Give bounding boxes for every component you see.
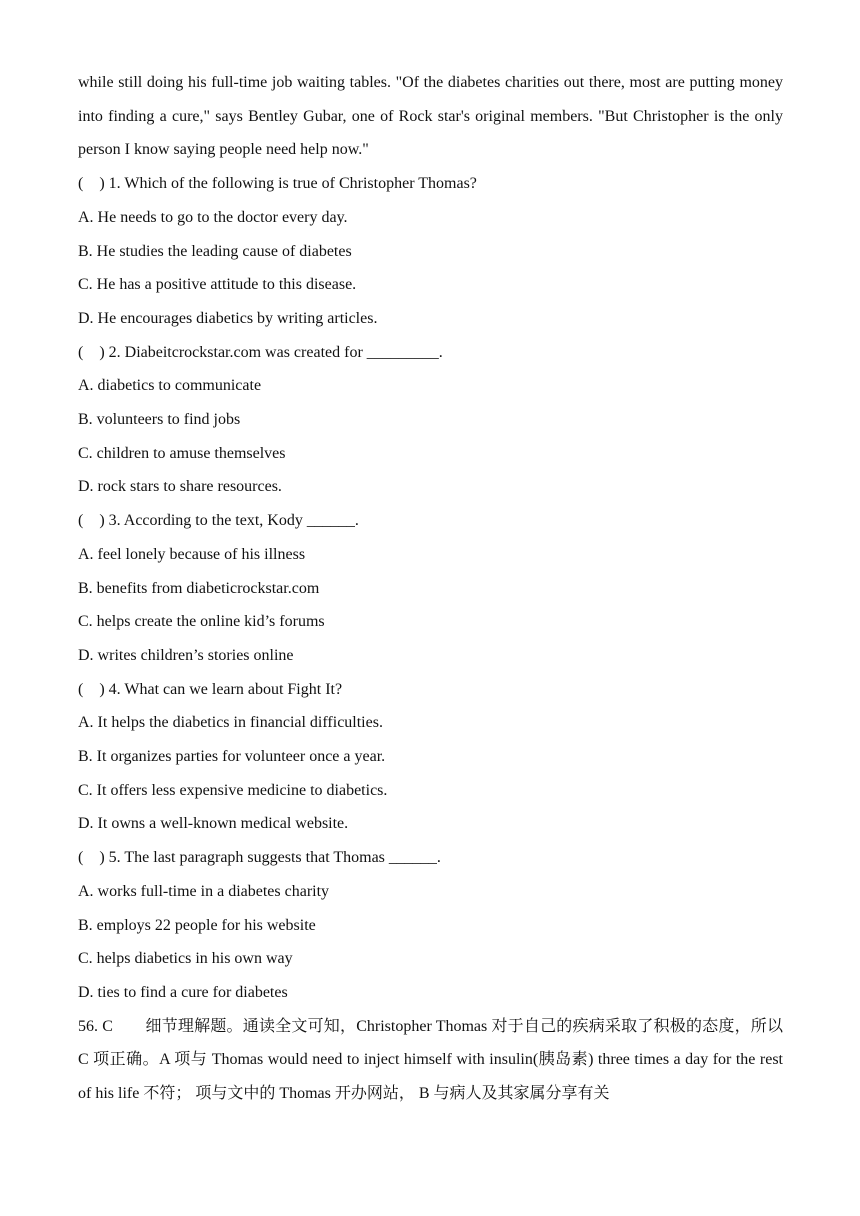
option-b: B. It organizes parties for volunteer once a year.: [78, 748, 386, 766]
question-stem: ( ) 1. Which of the following is true of Christopher Thomas?: [78, 175, 477, 193]
option-c: C. helps diabetics in his own way: [78, 950, 293, 968]
passage-ending-paragraph: while still doing his full-time job waiting tables. "Of the diabetes charities out there, most are putting money into finding a cure," says Bentley Gubar, one of Rock star's original members. "But Christopher is the only person I know saying people need help now.": [78, 74, 783, 159]
option-c: C. He has a positive attitude to this disease.: [78, 276, 357, 294]
option-d: D. He encourages diabetics by writing articles.: [78, 309, 378, 327]
question-3: [78, 504, 783, 673]
question-5: [78, 841, 783, 1010]
option-a: A. It helps the diabetics in financial difficulties.: [78, 714, 383, 732]
option-b: B. employs 22 people for his website: [78, 916, 316, 934]
question-stem: ( ) 4. What can we learn about Fight It?: [78, 680, 343, 698]
option-d: D. rock stars to share resources.: [78, 478, 282, 496]
option-c: C. helps create the online kid’s forums: [78, 613, 325, 631]
answer-explanation: 56. C 细节理解题。通读全文可知，Christopher Thomas 对于自己的疾病采取了积极的态度，所以 C 项正确。A 项与 Thomas would need to inject himself with insulin(胰岛素) three times a day for the rest of his life 不符； 项与文中的 Thomas 开办网站， B 与病人及其家属分享有关: [78, 1017, 783, 1103]
option-a: A. feel lonely because of his illness: [78, 545, 306, 563]
option-a: A. works full-time in a diabetes charity: [78, 882, 330, 900]
question-stem: ( ) 3. According to the text, Kody ______.: [78, 512, 359, 530]
option-b: B. volunteers to find jobs: [78, 411, 241, 429]
option-c: C. children to amuse themselves: [78, 444, 286, 462]
option-c: C. It offers less expensive medicine to diabetics.: [78, 781, 388, 799]
question-stem: ( ) 2. Diabeitcrockstar.com was created for _________.: [78, 343, 443, 361]
option-b: B. benefits from diabeticrockstar.com: [78, 579, 320, 597]
option-a: A. diabetics to communicate: [78, 377, 262, 395]
option-d: D. writes children’s stories online: [78, 646, 294, 664]
question-4: [78, 673, 783, 842]
question-1: [78, 167, 783, 336]
option-d: D. ties to find a cure for diabetes: [78, 983, 288, 1001]
option-a: A. He needs to go to the doctor every day.: [78, 208, 348, 226]
option-d: D. It owns a well-known medical website.: [78, 815, 349, 833]
question-stem: ( ) 5. The last paragraph suggests that Thomas ______.: [78, 849, 441, 867]
question-2: [78, 336, 783, 505]
document-page: [78, 66, 783, 1111]
option-b: B. He studies the leading cause of diabetes: [78, 242, 352, 260]
